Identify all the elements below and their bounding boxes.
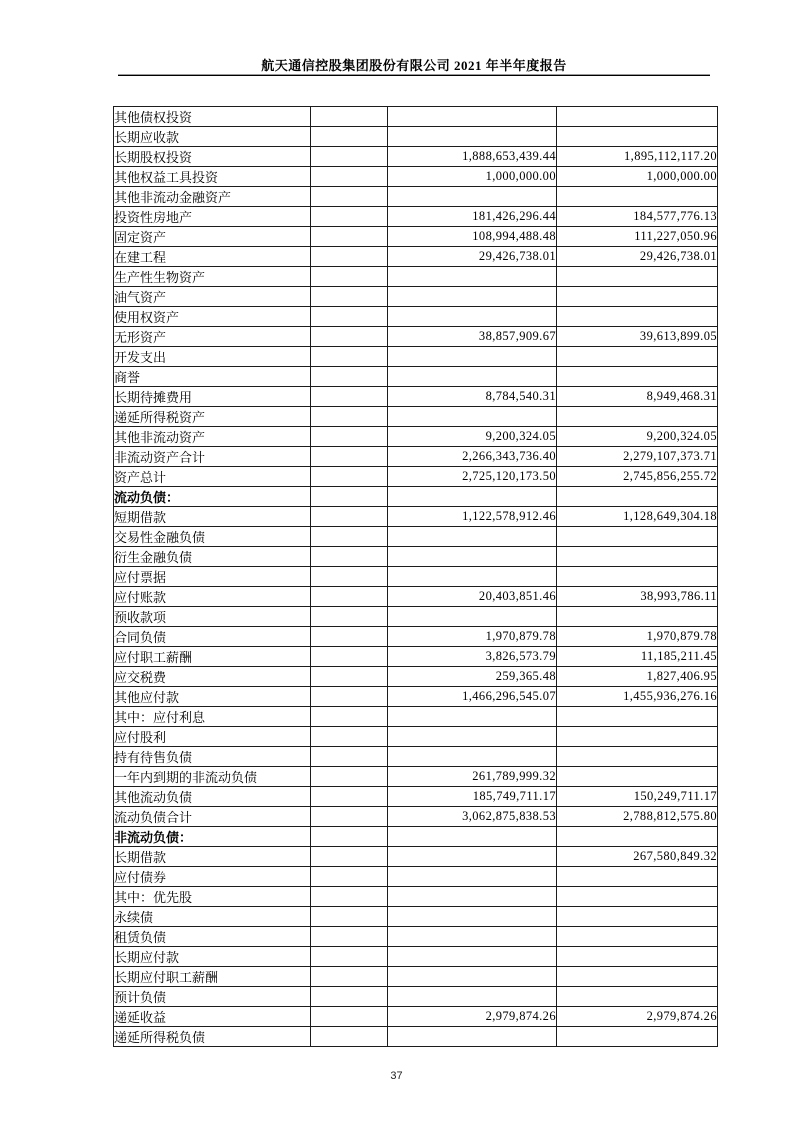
table-row	[114, 947, 718, 967]
row-prior-period-value	[557, 827, 718, 847]
row-prior-period-value	[557, 867, 718, 887]
row-item-label: 长期应收款	[114, 127, 311, 147]
row-current-period-value: 1,888,653,439.44	[388, 147, 557, 167]
row-current-period-value	[388, 607, 557, 627]
table-row	[114, 747, 718, 767]
table-row	[114, 627, 718, 647]
row-prior-period-value: 1,970,879.78	[557, 627, 718, 647]
row-item-label: 生产性生物资产	[114, 267, 311, 287]
row-current-period-value	[388, 927, 557, 947]
row-item-label: 油气资产	[114, 287, 311, 307]
table-row	[114, 707, 718, 727]
table-row	[114, 907, 718, 927]
row-item-label: 合同负债	[114, 627, 311, 647]
row-current-period-value	[388, 307, 557, 327]
row-item-label: 投资性房地产	[114, 207, 311, 227]
row-prior-period-value	[557, 287, 718, 307]
balance-sheet-table	[113, 106, 718, 1047]
row-note-cell	[311, 567, 388, 587]
row-prior-period-value	[557, 607, 718, 627]
row-note-cell	[311, 747, 388, 767]
row-item-label: 应付债券	[114, 867, 311, 887]
row-item-label: 持有待售负债	[114, 747, 311, 767]
row-current-period-value	[388, 347, 557, 367]
row-note-cell	[311, 207, 388, 227]
table-row	[114, 787, 718, 807]
row-note-cell	[311, 987, 388, 1007]
row-item-label: 应付职工薪酬	[114, 647, 311, 667]
row-prior-period-value: 39,613,899.05	[557, 327, 718, 347]
row-note-cell	[311, 647, 388, 667]
table-row	[114, 247, 718, 267]
row-current-period-value: 38,857,909.67	[388, 327, 557, 347]
row-current-period-value: 181,426,296.44	[388, 207, 557, 227]
row-prior-period-value	[557, 987, 718, 1007]
row-prior-period-value	[557, 887, 718, 907]
row-note-cell	[311, 327, 388, 347]
row-item-label: 应付票据	[114, 567, 311, 587]
row-current-period-value: 261,789,999.32	[388, 767, 557, 787]
table-row	[114, 127, 718, 147]
table-row	[114, 1007, 718, 1027]
table-row	[114, 407, 718, 427]
row-item-label: 固定资产	[114, 227, 311, 247]
row-item-label: 在建工程	[114, 247, 311, 267]
row-note-cell	[311, 107, 388, 127]
row-item-label: 流动负债合计	[114, 807, 311, 827]
row-current-period-value	[388, 967, 557, 987]
row-item-label: 应付账款	[114, 587, 311, 607]
row-item-label: 使用权资产	[114, 307, 311, 327]
row-current-period-value: 2,725,120,173.50	[388, 467, 557, 487]
table-row	[114, 987, 718, 1007]
row-item-label: 长期股权投资	[114, 147, 311, 167]
row-prior-period-value	[557, 927, 718, 947]
table-row	[114, 867, 718, 887]
table-row	[114, 447, 718, 467]
row-prior-period-value: 150,249,711.17	[557, 787, 718, 807]
row-item-label: 无形资产	[114, 327, 311, 347]
row-item-label: 其他非流动金融资产	[114, 187, 311, 207]
row-item-label: 应交税费	[114, 667, 311, 687]
row-item-label: 资产总计	[114, 467, 311, 487]
row-note-cell	[311, 767, 388, 787]
row-current-period-value	[388, 127, 557, 147]
row-item-label: 预计负债	[114, 987, 311, 1007]
row-note-cell	[311, 367, 388, 387]
row-prior-period-value: 1,000,000.00	[557, 167, 718, 187]
table-row	[114, 267, 718, 287]
table-row	[114, 647, 718, 667]
row-prior-period-value	[557, 527, 718, 547]
row-note-cell	[311, 927, 388, 947]
row-item-label: 短期借款	[114, 507, 311, 527]
row-item-label: 应付股利	[114, 727, 311, 747]
table-row	[114, 167, 718, 187]
row-item-label: 商誉	[114, 367, 311, 387]
row-item-label: 长期应付款	[114, 947, 311, 967]
row-current-period-value: 20,403,851.46	[388, 587, 557, 607]
row-prior-period-value	[557, 707, 718, 727]
row-current-period-value	[388, 187, 557, 207]
table-row	[114, 827, 718, 847]
row-current-period-value: 1,970,879.78	[388, 627, 557, 647]
row-note-cell	[311, 887, 388, 907]
row-current-period-value	[388, 907, 557, 927]
row-note-cell	[311, 947, 388, 967]
row-current-period-value	[388, 947, 557, 967]
row-note-cell	[311, 967, 388, 987]
row-item-label: 租赁负债	[114, 927, 311, 947]
row-prior-period-value: 8,949,468.31	[557, 387, 718, 407]
row-current-period-value	[388, 987, 557, 1007]
row-current-period-value	[388, 1027, 557, 1047]
row-current-period-value: 108,994,488.48	[388, 227, 557, 247]
table-row	[114, 467, 718, 487]
row-prior-period-value: 1,827,406.95	[557, 667, 718, 687]
row-current-period-value	[388, 267, 557, 287]
row-prior-period-value	[557, 267, 718, 287]
row-note-cell	[311, 667, 388, 687]
table-row	[114, 607, 718, 627]
row-prior-period-value: 2,788,812,575.80	[557, 807, 718, 827]
page-number: 37	[390, 1070, 403, 1082]
row-current-period-value: 8,784,540.31	[388, 387, 557, 407]
row-prior-period-value: 111,227,050.96	[557, 227, 718, 247]
table-row	[114, 587, 718, 607]
row-note-cell	[311, 867, 388, 887]
row-item-label: 递延收益	[114, 1007, 311, 1027]
row-item-label: 流动负债：	[114, 487, 311, 507]
row-prior-period-value	[557, 727, 718, 747]
row-item-label: 长期应付职工薪酬	[114, 967, 311, 987]
row-item-label: 交易性金融负债	[114, 527, 311, 547]
table-row	[114, 107, 718, 127]
row-prior-period-value: 1,128,649,304.18	[557, 507, 718, 527]
row-current-period-value: 29,426,738.01	[388, 247, 557, 267]
row-prior-period-value	[557, 767, 718, 787]
row-prior-period-value	[557, 347, 718, 367]
row-current-period-value	[388, 547, 557, 567]
row-current-period-value	[388, 867, 557, 887]
row-item-label: 长期借款	[114, 847, 311, 867]
row-prior-period-value	[557, 127, 718, 147]
table-row	[114, 967, 718, 987]
row-current-period-value	[388, 287, 557, 307]
table-row	[114, 687, 718, 707]
row-current-period-value: 3,826,573.79	[388, 647, 557, 667]
row-item-label: 非流动负债：	[114, 827, 311, 847]
table-row	[114, 507, 718, 527]
row-prior-period-value: 29,426,738.01	[557, 247, 718, 267]
row-item-label: 其他权益工具投资	[114, 167, 311, 187]
row-prior-period-value	[557, 367, 718, 387]
row-note-cell	[311, 467, 388, 487]
table-row	[114, 207, 718, 227]
row-prior-period-value	[557, 487, 718, 507]
row-prior-period-value	[557, 187, 718, 207]
row-note-cell	[311, 1007, 388, 1027]
row-note-cell	[311, 707, 388, 727]
row-current-period-value	[388, 567, 557, 587]
row-prior-period-value: 184,577,776.13	[557, 207, 718, 227]
row-note-cell	[311, 187, 388, 207]
row-item-label: 衍生金融负债	[114, 547, 311, 567]
row-note-cell	[311, 827, 388, 847]
row-note-cell	[311, 147, 388, 167]
table-row	[114, 487, 718, 507]
row-current-period-value: 1,000,000.00	[388, 167, 557, 187]
row-prior-period-value	[557, 967, 718, 987]
row-note-cell	[311, 167, 388, 187]
row-note-cell	[311, 287, 388, 307]
page-header-title: 航天通信控股集团股份有限公司 2021 年半年度报告	[261, 58, 567, 73]
table-row	[114, 287, 718, 307]
row-prior-period-value	[557, 907, 718, 927]
row-prior-period-value	[557, 1027, 718, 1047]
table-row	[114, 847, 718, 867]
row-item-label: 递延所得税负债	[114, 1027, 311, 1047]
row-item-label: 其中：应付利息	[114, 707, 311, 727]
row-current-period-value	[388, 407, 557, 427]
row-note-cell	[311, 607, 388, 627]
row-current-period-value: 185,749,711.17	[388, 787, 557, 807]
table-row	[114, 767, 718, 787]
row-item-label: 非流动资产合计	[114, 447, 311, 467]
row-prior-period-value: 9,200,324.05	[557, 427, 718, 447]
table-row	[114, 307, 718, 327]
row-current-period-value	[388, 747, 557, 767]
row-prior-period-value: 267,580,849.32	[557, 847, 718, 867]
row-current-period-value	[388, 107, 557, 127]
row-note-cell	[311, 587, 388, 607]
row-prior-period-value: 11,185,211.45	[557, 647, 718, 667]
table-row	[114, 347, 718, 367]
header-divider-line	[118, 74, 710, 76]
row-note-cell	[311, 387, 388, 407]
row-note-cell	[311, 727, 388, 747]
table-row	[114, 567, 718, 587]
row-note-cell	[311, 507, 388, 527]
balance-sheet-body	[114, 107, 718, 1047]
row-current-period-value	[388, 367, 557, 387]
row-current-period-value	[388, 707, 557, 727]
row-note-cell	[311, 687, 388, 707]
row-prior-period-value	[557, 947, 718, 967]
row-note-cell	[311, 907, 388, 927]
row-prior-period-value	[557, 547, 718, 567]
table-row	[114, 227, 718, 247]
table-row	[114, 367, 718, 387]
row-note-cell	[311, 1027, 388, 1047]
row-item-label: 其他债权投资	[114, 107, 311, 127]
table-row	[114, 887, 718, 907]
row-note-cell	[311, 807, 388, 827]
row-note-cell	[311, 127, 388, 147]
row-item-label: 其他非流动资产	[114, 427, 311, 447]
row-note-cell	[311, 847, 388, 867]
row-item-label: 递延所得税资产	[114, 407, 311, 427]
row-note-cell	[311, 307, 388, 327]
row-note-cell	[311, 547, 388, 567]
row-current-period-value: 2,266,343,736.40	[388, 447, 557, 467]
row-current-period-value: 1,466,296,545.07	[388, 687, 557, 707]
row-note-cell	[311, 427, 388, 447]
table-row	[114, 547, 718, 567]
row-item-label: 永续债	[114, 907, 311, 927]
row-prior-period-value: 2,279,107,373.71	[557, 447, 718, 467]
table-row	[114, 147, 718, 167]
table-row	[114, 927, 718, 947]
row-note-cell	[311, 787, 388, 807]
row-item-label: 其他应付款	[114, 687, 311, 707]
row-note-cell	[311, 447, 388, 467]
row-current-period-value: 1,122,578,912.46	[388, 507, 557, 527]
row-current-period-value: 2,979,874.26	[388, 1007, 557, 1027]
row-prior-period-value	[557, 407, 718, 427]
row-current-period-value	[388, 887, 557, 907]
row-current-period-value	[388, 487, 557, 507]
row-item-label: 预收款项	[114, 607, 311, 627]
table-row	[114, 187, 718, 207]
row-item-label: 其中：优先股	[114, 887, 311, 907]
row-note-cell	[311, 407, 388, 427]
row-current-period-value: 9,200,324.05	[388, 427, 557, 447]
row-current-period-value	[388, 827, 557, 847]
row-note-cell	[311, 227, 388, 247]
row-item-label: 开发支出	[114, 347, 311, 367]
row-note-cell	[311, 527, 388, 547]
table-row	[114, 667, 718, 687]
row-current-period-value	[388, 727, 557, 747]
row-note-cell	[311, 487, 388, 507]
row-prior-period-value: 2,979,874.26	[557, 1007, 718, 1027]
row-current-period-value	[388, 847, 557, 867]
row-prior-period-value: 38,993,786.11	[557, 587, 718, 607]
row-note-cell	[311, 267, 388, 287]
row-prior-period-value	[557, 567, 718, 587]
row-current-period-value: 3,062,875,838.53	[388, 807, 557, 827]
row-prior-period-value	[557, 107, 718, 127]
table-row	[114, 387, 718, 407]
row-prior-period-value	[557, 307, 718, 327]
row-current-period-value	[388, 527, 557, 547]
row-note-cell	[311, 247, 388, 267]
table-row	[114, 527, 718, 547]
row-item-label: 长期待摊费用	[114, 387, 311, 407]
table-row	[114, 327, 718, 347]
table-row	[114, 727, 718, 747]
row-item-label: 其他流动负债	[114, 787, 311, 807]
row-prior-period-value	[557, 747, 718, 767]
table-row	[114, 1027, 718, 1047]
row-current-period-value: 259,365.48	[388, 667, 557, 687]
row-note-cell	[311, 347, 388, 367]
row-prior-period-value: 1,455,936,276.16	[557, 687, 718, 707]
row-note-cell	[311, 627, 388, 647]
table-row	[114, 807, 718, 827]
table-row	[114, 427, 718, 447]
row-prior-period-value: 2,745,856,255.72	[557, 467, 718, 487]
row-prior-period-value: 1,895,112,117.20	[557, 147, 718, 167]
row-item-label: 一年内到期的非流动负债	[114, 767, 311, 787]
